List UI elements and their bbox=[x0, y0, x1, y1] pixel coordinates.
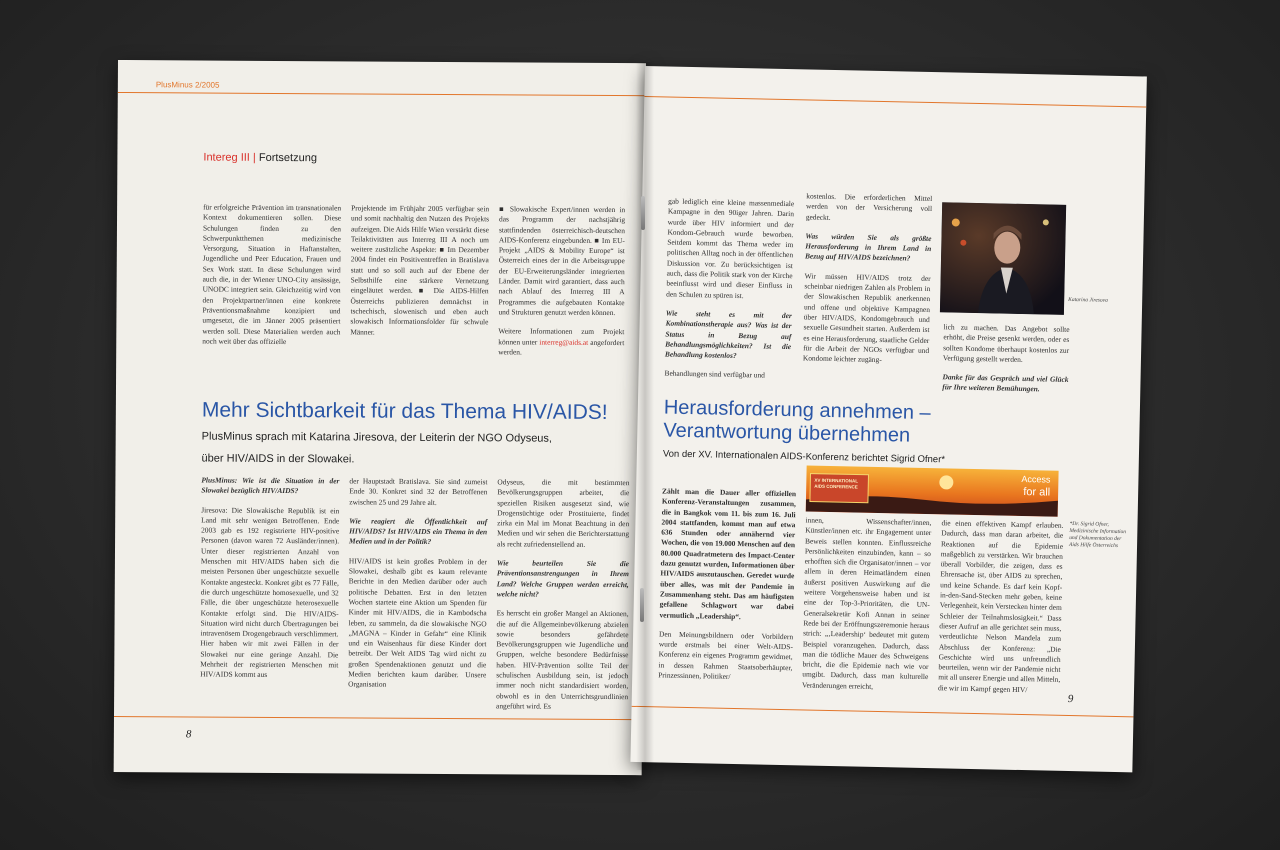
banner-slogan-1: Access bbox=[1021, 473, 1051, 485]
staple-top bbox=[641, 196, 645, 230]
report-paragraph: innen, Wissenschafter/innen, Künstler/innen etc. ihr Engagement unter Beweis stellen konnten. Einflussreiche Persönlichkeiten einzubinden, kann – so erhofften sich die Organisator/innen – vor allem in deren Heimatländern einen äußerst positiven Auswirkung auf die weitere Vorgehensweise haben und ist eine der Top-3-Prioritäten, die UN-Generalsekretär Kofi Annan in seiner Rede bei der Eröffnungszeremonie heraus strich: „‚Leadership‘ bedeutet mit gutem Beispiel voranzugehen. Dadurch, dass man die tödliche Mauer des Schweigens bricht, die die Epidemie nach wie vor umgibt. Dadurch, dass man kulturelle Veränderungen erreicht, bbox=[801, 515, 932, 691]
report-column-1 bbox=[658, 486, 796, 692]
article-headline bbox=[663, 396, 931, 448]
report-paragraph: Den Meinungsbildnern oder Vorbildern wurde erstmals bei einer Welt-AIDS-Konferenz ein eigenes Programm gewidmet, in dessen Rahmen Staatsoberhäupter, Prinzessinnen, Politiker/ bbox=[658, 629, 794, 681]
report-intro: Zählt man die Dauer aller offiziellen Konferenz-Veranstaltungen zusammen, die in Bangkok vom 11. bis zum 16. Juli 2004 stattfanden, kommt man auf etwa 636 Stunden oder annähernd vier Wochen, die von 19.000 Menschen auf den 80.000 Quadratmetern des Impact-Center dazu genutzt wurden, Informationen über HIV/AIDS auszutauschen. Geredet wurde über alles, was mit der Pandemie in Zusammenhang steht. Das am häufigsten gefallene Schlagwort war dabei vermutlich „Leadership“. bbox=[659, 486, 797, 621]
section-label: Intereg III bbox=[203, 151, 250, 164]
interview-answer: lich zu machen. Das Angebot sollte erhöht, die Preise gesenkt werden, oder es sollten Kondome überhaupt kostenlos zur Verfügung gestellt werden. bbox=[942, 322, 1070, 364]
interview-answer: gab lediglich eine kleine massenmediale Kampagne in den 90iger Jahren. Darin wurde über HIV informiert und der Kondom-Gebrauch wurde beworben. Seitdem kommt das Thema weder im politischen Alltag noch in der öffentlichen Diskussion vor. Zu berücksichtigen ist auch, dass die Politik stark von der Kirche beeinflusst wird und dieser Einfluss in den Schulen zu spüren ist. bbox=[666, 196, 795, 300]
magazine-page-right bbox=[630, 66, 1146, 772]
article-subhead-line-2: über HIV/AIDS in der Slowakei. bbox=[201, 452, 355, 466]
interview-answer: Es herrscht ein großer Mangel an Aktionen, die auf die Allgemeinbevölkerung abzielen sowie besonders gefährdete Bevölkerungsgruppen wie Jugendliche und Gruppen, welche besondere Bedürfnisse haben. HIV-Prävention sollte Teil der schulischen Ausbildung sein, ist jedoch immer noch nicht standardisiert worden, obwohl es in den Unterrichtsgrundlinien angeführt wird. Es bbox=[496, 608, 629, 711]
interview-answer: Odyseus, die mit bestimmten Bevölkerungsgruppen arbeitet, die speziellen Risiken ausgesetzt sind, wie Drogensüchtige oder Prostituierte, findet zirka ein Mal im Monat Beachtung in den Medien und wir sehen die Berichterstattung als recht zufriedenstellend an. bbox=[497, 477, 630, 549]
interview-answer: kostenlos. Die erforderlichen Mittel werden von der Versicherung voll gedeckt. bbox=[805, 191, 933, 222]
top-rule bbox=[118, 92, 646, 96]
interview-answer: Jiresova: Die Slowakische Republik ist ein Land mit sehr wenigen Betroffenen. Ende 2003 gab es 192 registrierte HIV-positive Personen (davon waren 72 Ausländer/innen). Unter dieser registrierten Anzahl von Menschen mit HIV/AIDS haben sich die meisten Personen über ungeschützte sexuelle Kontakte angesteckt. Konkret gibt es 77 Fälle, die durch ungeschützte homosexuelle, und 32 Fälle, die über ungeschützte heterosexuelle Kontakte erfolgt sind. Die HIV/AIDS-Situation wird nicht durch Übertragungen bei intravenösem Drogengebrauch verschlimmert. Hier haben wir mit zwei Fällen in der Slowakei nur eine geringe Anzahl. Die Mehrheit der registrierten Menschen mit HIV/AIDS kommt aus bbox=[200, 505, 340, 680]
contact-text-end: angefordert werden. bbox=[498, 337, 625, 357]
paragraph-contact bbox=[498, 327, 624, 359]
article-subhead: Von der XV. Internationalen AIDS-Konferenz berichtet Sigrid Ofner* bbox=[662, 448, 946, 466]
interview-answer: der Hauptstadt Bratislava. Sie sind zumeist Ende 30. Konkret sind 32 der Betroffenen zwischen 25 und 29 Jahre alt. bbox=[349, 476, 488, 507]
text-column-3 bbox=[498, 204, 625, 367]
running-header: PlusMinus 2/2005 bbox=[155, 80, 220, 90]
top-rule bbox=[644, 96, 1146, 108]
article-headline: Mehr Sichtbarkeit für das Thema HIV/AIDS! bbox=[201, 398, 608, 424]
magazine-page-left bbox=[114, 60, 646, 775]
author-note: *Dr. Sigrid Ofner, Medizinische Information und Dokumentation der Aids Hilfe Österreichs bbox=[1068, 520, 1127, 550]
section-title: Fortsetzung bbox=[258, 151, 318, 165]
paragraph: ■ Slowakische Expert/innen werden in das Programm der nachstjährig stattfindenden österreichisch-deutschen AIDS-Konferenz eingebunden. ■ Im EU-Projekt „AIDS & Mobility Europe“ ist Österreich eines der in die Arbeitsgruppe der EU-Erweiterungsländer integrierten Länder. Damit wird garantiert, dass auch nach Ablauf des Interreg III A Programmes die aufgebauten Kontakte und Strukturen genutzt werden können. bbox=[498, 204, 626, 318]
article-subhead-line-1: PlusMinus sprach mit Katarina Jiresova, der Leiterin der NGO Odyseus, bbox=[201, 430, 553, 445]
interview-column-6 bbox=[942, 322, 1070, 404]
portrait-photo bbox=[940, 202, 1066, 315]
interview-answer: Behandlungen sind verfügbar und bbox=[664, 368, 766, 381]
interview-closing: Danke für das Gespräch und viel Glück für Ihre weiteren Bemühungen. bbox=[942, 372, 1069, 394]
interview-question: Was würden Sie als größte Herausforderung in Ihrem Land in Bezug auf HIV/AIDS bezeichnen? bbox=[804, 231, 932, 264]
binding-gutter bbox=[636, 62, 654, 770]
interview-answer: HIV/AIDS ist kein großes Problem in der Slowakei, deshalb gibt es kaum relevante Berichte in den Medien darüber oder auch politische Debatten. Erst in den letzten Wochen startete eine Aktion um Spenden für Kinder mit HIV/AIDS, die in Kambodscha leben, zu sammeln, da die slowakische NGO „MAGNA – Kinder in Gefahr“ eine Klinik und ein Waisenhaus für diese Kinder dort betreibt. Der Welt AIDS Tag wird nicht zu großen Spendenaktionen genutzt und die Medien berichten kaum darüber. Unsere Organisation bbox=[348, 556, 487, 689]
section-heading: Intereg III | Fortsetzung bbox=[203, 151, 318, 165]
interview-column-5 bbox=[803, 191, 933, 375]
page-number: 9 bbox=[1067, 692, 1074, 706]
email-link[interactable]: interreg@aids.at bbox=[539, 337, 589, 347]
photo-caption: Katarina Jiresova bbox=[1068, 296, 1108, 304]
interview-question: Wie steht es mit der Kombinationstherapie aus? Was ist der Status in Bezug auf Behandlungsmöglichkeiten? Ist die Behandlung kostenlos? bbox=[664, 308, 792, 361]
conference-banner bbox=[806, 465, 1059, 516]
page-number: 8 bbox=[185, 728, 192, 741]
interview-column-2 bbox=[348, 476, 487, 699]
conference-logo-text: XV INTERNATIONAL AIDS CONFERENCE bbox=[814, 477, 859, 490]
paragraph: Projektende im Frühjahr 2005 verfügbar sein und somit nachhaltig den Nutzen des Projekts aufzeigen. Die Aids Hilfe Wien verstärkt diese Teilaktivitäten aus Interreg III A noch um weitere zusätzliche Aspekte: ■ Im Dezember 2004 findet ein Positiventreffen in Bratislava statt und so soll auch auf der Ebene der Selbsthilfe eine stärkere Vernetzung eingeläutet werden. ■ Die AIDS-Hilfen Österreichs publizieren demnächst in tschechisch, slowenisch und eben auch slowakisch Informationsfolder für schwule Männer. bbox=[350, 203, 490, 337]
staple-bottom bbox=[640, 588, 644, 622]
headline-line-2: Verantwortung übernehmen bbox=[663, 419, 911, 447]
bottom-rule bbox=[632, 706, 1134, 718]
headline-line-1: Herausforderung annehmen – bbox=[663, 396, 931, 425]
report-column-3 bbox=[938, 518, 1064, 705]
interview-column-4 bbox=[664, 197, 794, 391]
interview-question: Wie beurteilen Sie die Präventionsanstrengungen in Ihrem Land? Welche Gruppen werden erreicht, welche nicht? bbox=[496, 558, 629, 599]
banner-slogan-2: for all bbox=[1023, 486, 1051, 499]
interview-column-1 bbox=[200, 476, 339, 690]
contact-text: Weitere Informationen zum Projekt können unter bbox=[498, 326, 625, 347]
interview-question: PlusMinus: Wie ist die Situation in der Slowakei bezüglich HIV/AIDS? bbox=[201, 475, 340, 496]
text-column-1 bbox=[202, 203, 341, 357]
interview-answer: Wir müssen HIV/AIDS trotz der scheinbar niedrigen Zahlen als Problem in der Slowakischen Republik anerkennen und offene und objektive Kampagnen über HIV/AIDS, Kondomgebrauch und sexuelle Gesundheit starten. Außerdem ist es eine Herausforderung, staatliche Gelder für die Arbeit der NGOs verfügbar und Kondome leichter zugäng- bbox=[802, 271, 931, 365]
interview-column-3 bbox=[496, 477, 629, 721]
report-column-2 bbox=[802, 515, 932, 702]
paragraph: für erfolgreiche Prävention im transnationalen Kontext dokumentieren sollen. Diese Schulungen finden zu den Schwerpunktthemen medizinische Versorgung, Situation in Haftanstalten, Jugendliche und Peer Education, Frauen und Sex Work statt. In diese Schulungen wird auch die, in der Wiener UNO-City ansässige, UNODC integriert sein. Gleichzeitig wird von den Projektpartner/innen eine konkrete Präventionsmaßnahme konzipiert und umgesetzt, die im Jänner 2005 präsentiert werden soll. Diese Materialien werden auch noch weit über das offizielle bbox=[202, 202, 342, 346]
text-column-2 bbox=[350, 203, 489, 347]
interview-question: Wie reagiert die Öffentlichkeit auf HIV/AIDS? Ist HIV/AIDS ein Thema in den Medien und in der Politik? bbox=[349, 516, 488, 547]
portrait-image bbox=[940, 202, 1066, 315]
report-paragraph: die einen effektiven Kampf erlauben. Dadurch, dass man daran arbeitet, die Reaktionen auf die Epidemie maßgeblich zu verstärken. Wir brauchen überall Vorbilder, die zeigen, dass es Ehrensache ist, über AIDS zu sprechen, und keine Schande. Es darf kein Kopf-in-den-Sand-Stecken mehr geben, keine Verlegenheit, kein Verstecken hinter dem Schleier der Teilnahmslosigkeit.“ Dass dieser Aufruf an alle gerichtet sein muss, verdeutlichte Nelson Mandela zum Abschluss der Konferenz: „Die Geschichte wird uns unfreundlich beurteilen, wenn wir der Pandemie nicht mit all unserer Energie und allen Mitteln, die wir im Kampf gegen HIV/ bbox=[937, 518, 1064, 694]
